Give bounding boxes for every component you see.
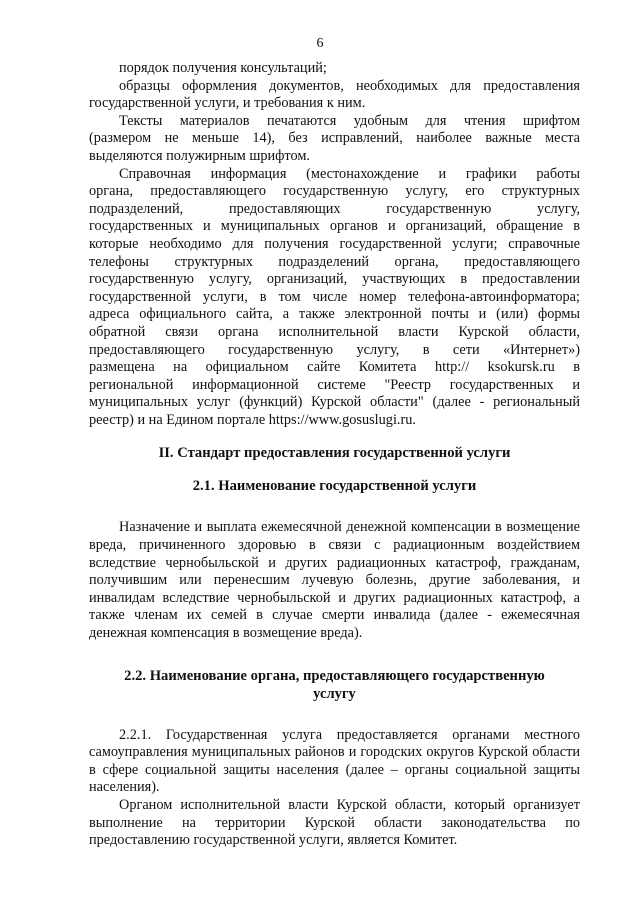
subsection-heading-2-1: 2.1. Наименование государственной услуги — [192, 478, 477, 495]
paragraph-text-format — [89, 113, 580, 166]
text-line: государственных и муниципальных органов и организаций, обращение в — [89, 218, 580, 235]
subsection-heading-2-2 — [89, 667, 580, 703]
text-line: размещена на официальном сайте Комитета http:// ksokursk.ru в — [89, 359, 580, 376]
document-body — [89, 60, 580, 850]
text-line: выделяются полужирным шрифтом. — [89, 147, 310, 164]
text-line: муниципальных услуг (функций) Курской области" (далее - региональный — [89, 394, 580, 411]
heading-line: 2.2. Наименование органа, предоставляющего государственную — [124, 667, 545, 684]
text-line: Справочная информация (местонахождение и графики работы — [119, 165, 580, 182]
text-line: (размером не меньше 14), без исправлений, наиболее важные места — [89, 130, 580, 147]
paragraph-service-name: Назначение и выплата ежемесячной денежной компенсации в возмещение вреда, причиненного здоровью в связи с радиационным воздействием вследствие чернобыльской и других радиационных катастроф, гражданам, получившим или перенесшим лучевую болезнь, другие заболевания, и инвалидам вследствие чернобыльской и других радиационных катастроф, а также членам их семей в случае смерти инвалида (далее - ежемесячная денежная компенсация в возмещение вреда). — [89, 519, 580, 642]
list-item-consultations: порядок получения консультаций; — [119, 60, 327, 76]
paragraph-2-2-1: 2.2.1. Государственная услуга предоставляется органами местного самоуправления муниципальных районов и городских округов Курской области в сфере социальной защиты населения (далее – органы социальной защиты населения). — [89, 726, 580, 796]
text-line: региональной информационной системе "Реестр государственных и — [89, 376, 580, 393]
text-line: подразделений, предоставляющих государственную услугу, — [89, 200, 580, 217]
text-line: обратной связи органа исполнительной власти Курской области, — [89, 323, 580, 340]
text-line: Тексты материалов печатаются удобным для чтения шрифтом — [119, 112, 580, 129]
text-line: которые необходимо для получения государственной услуги; справочные — [89, 235, 580, 252]
paragraph-reference-info — [89, 166, 580, 430]
text-line: органа, предоставляющего государственную услугу, его структурных — [89, 183, 580, 200]
list-item-document-samples: образцы оформления документов, необходимых для предоставления государственной услуги, и требования к ним. — [89, 77, 580, 112]
text-line: государственной услуги, в том числе номер телефона-автоинформатора; — [89, 288, 580, 305]
section-heading: II. Стандарт предоставления государственной услуги — [158, 445, 511, 462]
text-line: телефоны структурных подразделений органа, предоставляющего — [89, 253, 580, 270]
page-number: 6 — [316, 36, 324, 51]
paragraph-committee: Органом исполнительной власти Курской области, который организует выполнение на территории Курской области законодательства по предоставлению государственной услуги, является Комитет. — [89, 797, 580, 849]
text-line: реестр) и на Едином портале https://www.gosuslugi.ru. — [89, 411, 416, 428]
text-line: государственную услугу, организаций, участвующих в предоставлении — [89, 271, 580, 288]
text-line: адреса официального сайта, а также электронной почты и (или) формы — [89, 306, 580, 323]
text-line: предоставляющего государственную услугу, в сети «Интернет») — [89, 341, 580, 358]
heading-line: услугу — [313, 685, 356, 702]
